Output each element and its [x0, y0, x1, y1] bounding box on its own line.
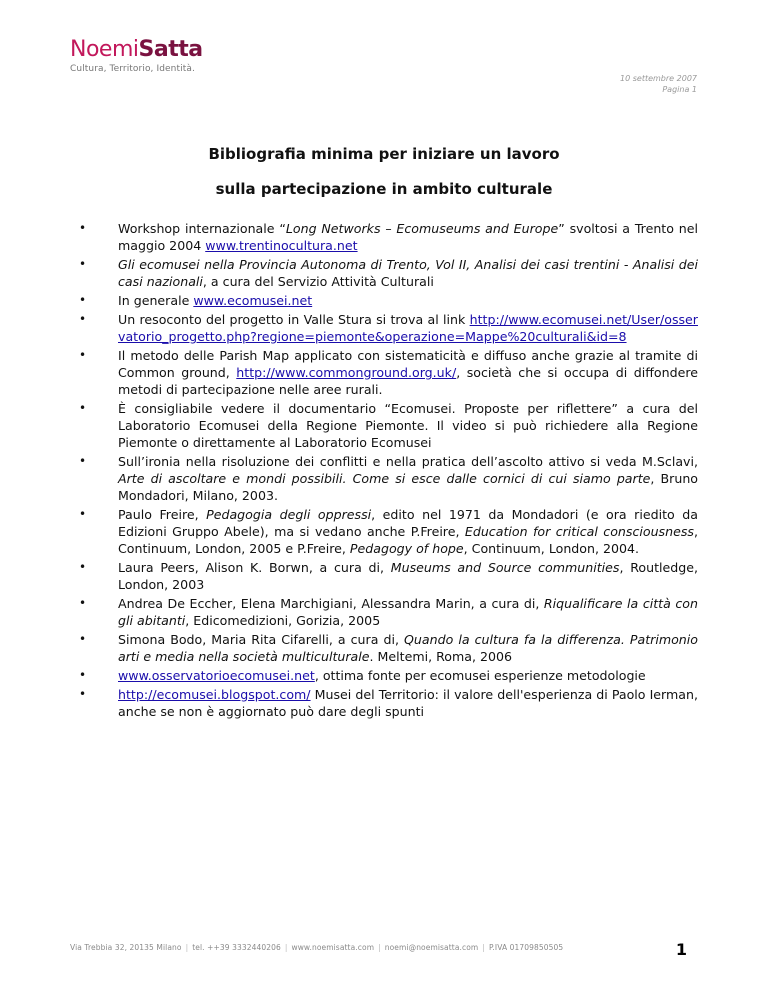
bibliography-item: • Gli ecomusei nella Provincia Autonoma di Trento, Vol II, Analisi dei casi trentini - Analisi dei casi nazionali, a cura del Servizio Attività Culturali: [77, 256, 698, 290]
document-date: 10 settembre 2007: [620, 74, 697, 83]
bibliography-item: • Simona Bodo, Maria Rita Cifarelli, a cura di, Quando la cultura fa la differenza. Patrimonio arti e media nella società multiculturale. Meltemi, Roma, 2006: [77, 631, 698, 665]
brand-logo: [70, 38, 203, 74]
link-osservatorioecomusei[interactable]: www.osservatorioecomusei.net: [118, 668, 315, 683]
brand-name: NoemiSatta: [70, 37, 203, 62]
bibliography-item: • Andrea De Eccher, Elena Marchigiani, Alessandra Marin, a cura di, Riqualificare la città con gli abitanti, Edicomedizioni, Gorizia, 2005: [77, 595, 698, 629]
footer-phone: tel. ++39 3332440206: [192, 943, 281, 952]
page-number: 1: [675, 940, 687, 959]
bibliography-item: • Un resoconto del progetto in Valle Stura si trova al link http://www.ecomusei.net/User/osservatorio_progetto.php?regione=piemonte&operazione=Mappe%20culturali&id=8: [77, 311, 698, 345]
header-meta: [620, 73, 697, 95]
document-title-line-2: sulla partecipazione in ambito culturale: [215, 180, 553, 198]
link-trentinocultura[interactable]: www.trentinocultura.net: [205, 238, 358, 253]
link-ecomusei-blog[interactable]: http://ecomusei.blogspot.com/: [118, 687, 311, 702]
bibliography-item: • http://ecomusei.blogspot.com/ Musei del Territorio: il valore dell'esperienza di Paolo Ierman, anche se non è aggiornato può dare degli spunti: [77, 686, 698, 720]
bibliography-item: • Il metodo delle Parish Map applicato con sistematicità e diffuso anche grazie al tramite di Common ground, http://www.commonground.org.uk/, società che si occupa di diffondere metodi di partecipazione nelle aree rurali.: [77, 347, 698, 398]
bibliography-item: • È consigliabile vedere il documentario “Ecomusei. Proposte per riflettere” a cura del Laboratorio Ecomusei della Regione Piemonte. Il video si può richiedere alla Regione Piemonte o direttamente al Laboratorio Ecomusei: [77, 400, 698, 451]
document-title-line-1: Bibliografia minima per iniziare un lavoro: [208, 145, 560, 163]
brand-tagline: Cultura, Territorio, Identità.: [70, 64, 195, 74]
link-commonground[interactable]: http://www.commonground.org.uk/: [236, 365, 457, 380]
bibliography-item: • Workshop internazionale “Long Networks – Ecomuseums and Europe” svoltosi a Trento nel maggio 2004 www.trentinocultura.net: [77, 220, 698, 254]
footer-email: noemi@noemisatta.com: [384, 943, 479, 952]
bibliography-item: • Laura Peers, Alison K. Borwn, a cura di, Museums and Source communities, Routledge, London, 2003: [77, 559, 698, 593]
footer-vat: P.IVA 01709850505: [488, 943, 564, 952]
page-indicator: Pagina 1: [662, 85, 697, 94]
bibliography-item: • Sull’ironia nella risoluzione dei conflitti e nella pratica dell’ascolto attivo si veda M.Sclavi, Arte di ascoltare e mondi possibili. Come si esce dalle cornici di cui siamo parte, Bruno Mondadori, Milano, 2003.: [77, 453, 698, 504]
link-ecomusei[interactable]: www.ecomusei.net: [193, 293, 313, 308]
bibliography-item: • In generale www.ecomusei.net: [77, 292, 698, 309]
footer-website: www.noemisatta.com: [291, 943, 375, 952]
link-ecomusei-osservatorio[interactable]: http://www.ecomusei.net/User/osservatorio_progetto.php?regione=piemonte&operazione=Mappe%20culturali&id=8: [118, 312, 698, 344]
bibliography-list: [77, 220, 698, 720]
footer-contact: Via Trebbia 32, 20135 Milano | tel. ++39 3332440206 | www.noemisatta.com | noemi@noemisatta.com | P.IVA 01709850505: [70, 943, 564, 952]
footer-address: Via Trebbia 32, 20135 Milano: [70, 943, 182, 952]
bibliography-item: • www.osservatorioecomusei.net, ottima fonte per ecomusei esperienze metodologie: [77, 667, 698, 684]
bibliography-item: • Paulo Freire, Pedagogia degli oppressi, edito nel 1971 da Mondadori (e ora riedito da Edizioni Gruppo Abele), ma si vedano anche P.Freire, Education for critical consciousness, Continuum, London, 2005 e P.Freire, Pedagogy of hope, Continuum, London, 2004.: [77, 506, 698, 557]
